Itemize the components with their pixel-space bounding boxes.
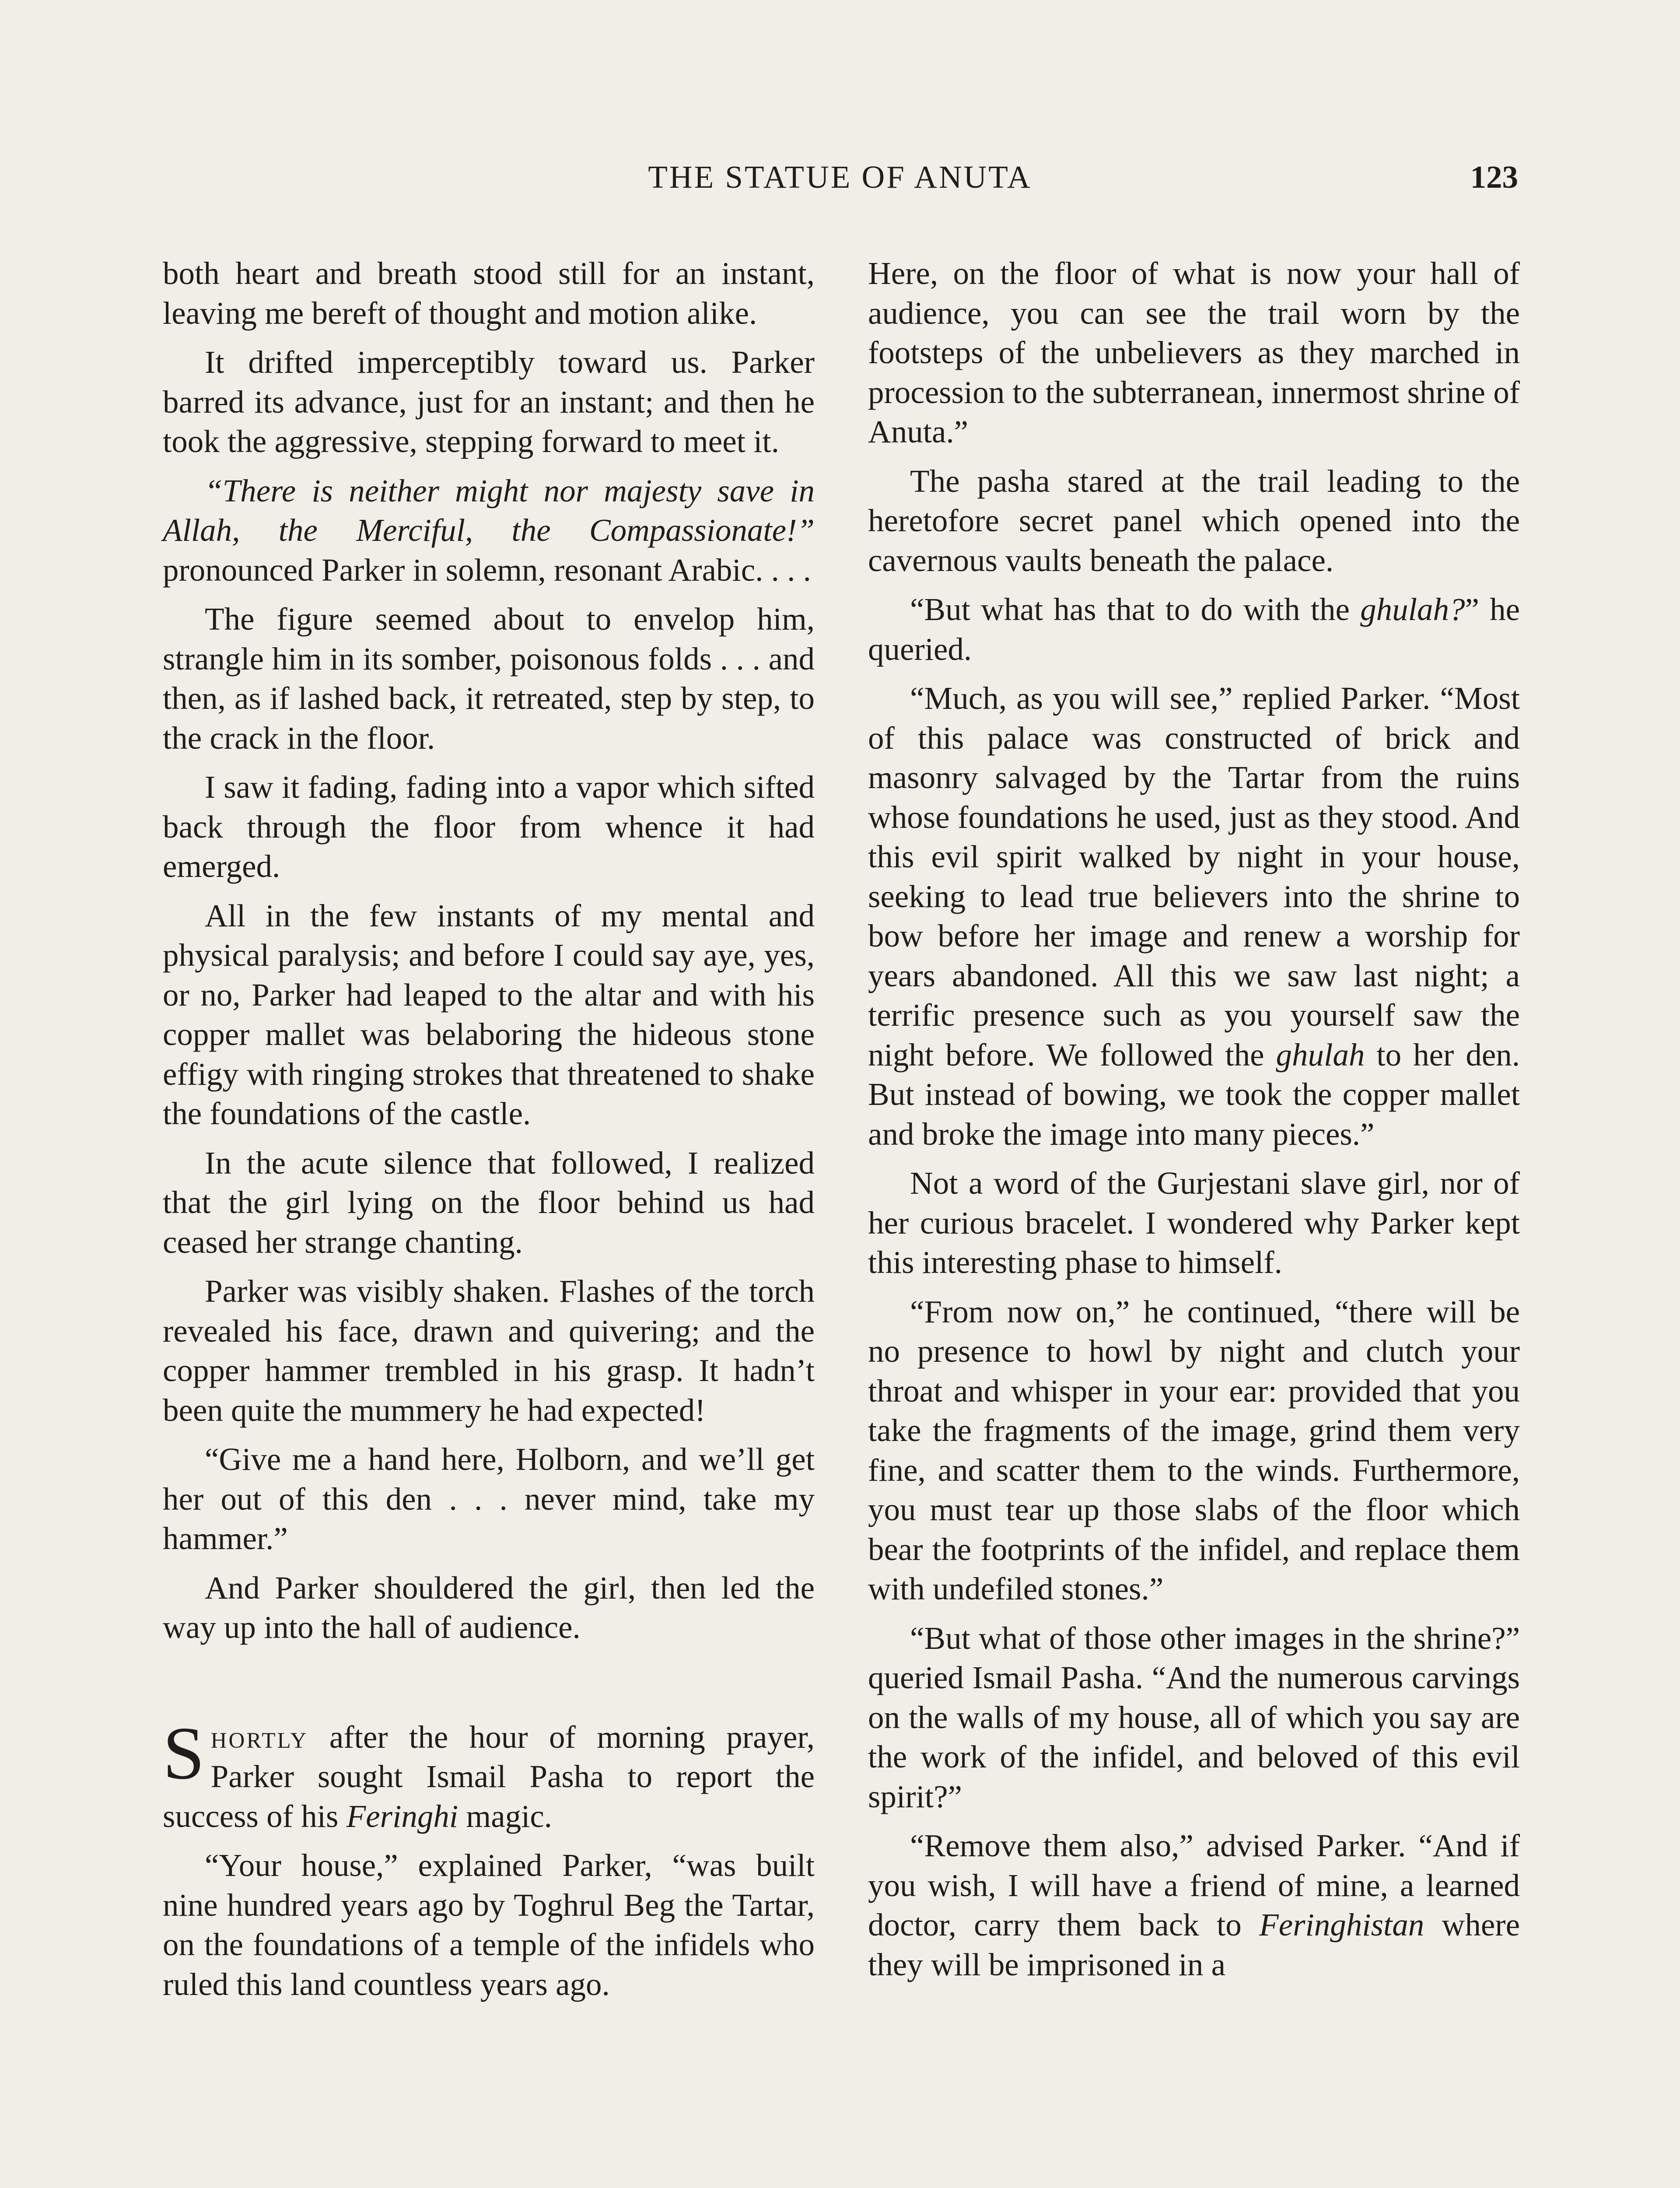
paragraph [868, 1826, 1520, 1985]
paragraph-text: “But what has that to do with the [910, 592, 1361, 627]
italic-text: ghulah? [1360, 592, 1465, 627]
paragraph: Here, on the floor of what is now your hall of audience, you can see the trail worn by the footsteps of the unbelievers as they marched in procession to the subterranean, innermost shrine of Anuta.” [868, 256, 1520, 449]
small-caps-lead: hortly [210, 1719, 308, 1755]
paragraph: I saw it fading, fading into a vapor which sifted back through the floor from whence it had emerged. [163, 769, 815, 884]
paragraph: both heart and breath stood still for an instant, leaving me bereft of thought and motion alike. [163, 256, 815, 331]
paragraph: The pasha stared at the trail leading to the heretofore secret panel which opened into the cavernous vaults beneath the palace. [868, 463, 1520, 578]
running-title: THE STATUE OF ANUTA [648, 159, 1032, 195]
paragraph-text: “Remove them also,” advised Parker. “And if you wish, I will have a friend of mine, a learned doctor, carry them back to [868, 1828, 1520, 1943]
paragraph: All in the few instants of my mental and physical paralysis; and before I could say aye, yes, or no, Parker had leaped to the altar and with his copper mallet was belaboring the hideous stone effigy with ringing strokes that threatened to shake the foundations of the castle. [163, 898, 815, 1131]
italic-text: Feringhi [346, 1798, 458, 1834]
paragraph: And Parker shouldered the girl, then led the way up into the hall of audience. [163, 1570, 815, 1645]
paragraph: “Give me a hand here, Holborn, and we’ll get her out of this den . . . never mind, take my hammer.” [163, 1441, 815, 1556]
paragraph: In the acute silence that followed, I realized that the girl lying on the floor behind us had ceased her strange chanting. [163, 1145, 815, 1260]
paragraph [163, 471, 815, 590]
paragraph: “From now on,” he continued, “there will be no presence to howl by night and clutch your throat and whisper in your ear: provided that you take the fragments of the image, grind them very fine, and scatter them to the winds. Furthermore, you must tear up those slabs of the floor which bear the footprints of the infidel, and replace them with undefiled stones.” [868, 1294, 1520, 1606]
italic-text: Feringhistan [1259, 1907, 1424, 1943]
paragraph [868, 590, 1520, 669]
paragraph-text: after the hour of morning prayer, Parker sought Ismail Pasha to report the success of his [163, 1719, 815, 1834]
page-number: 123 [1470, 159, 1518, 195]
paragraph: Not a word of the Gurjestani slave girl, nor of her curious bracelet. I wondered why Parker kept this interesting phase to himself. [868, 1165, 1520, 1280]
left-column [163, 254, 815, 2014]
paragraph: The figure seemed about to envelop him, strangle him in its somber, poisonous folds . . . and then, as if lashed back, it retreated, step by step, to the crack in the floor. [163, 601, 815, 756]
paragraph: Parker was visibly shaken. Flashes of the torch revealed his face, drawn and quivering; and the copper hammer trembled in his grasp. It hadn’t been quite the mummery he had expected! [163, 1273, 815, 1428]
italic-text: “There is neither might nor majesty save in Allah, the Merciful, the Compassionate!” [163, 473, 815, 548]
running-header [162, 153, 1518, 206]
drop-cap: S [163, 1711, 205, 1795]
paragraph-text: “Much, as you will see,” replied Parker. “Most of this palace was constructed of brick and masonry salvaged by the Tartar from the ruins whose foundations he used, just as they stood. And this evil spirit walked by night in your house, seeking to lead true believers into the shrine to bow before her image and renew a worship for years abandoned. All this we saw last night; a terrific presence such as you yourself saw the night before. We followed the [868, 680, 1520, 1073]
paragraph-text: pronounced Parker in solemn, resonant Arabic. . . . [163, 552, 811, 588]
paragraph: It drifted imperceptibly toward us. Parker barred its advance, just for an instant; and then he took the aggressive, stepping forward to meet it. [163, 344, 815, 459]
paragraph-text: where they will be imprisoned in a [868, 1907, 1520, 1982]
paragraph: “Your house,” explained Parker, “was built nine hundred years ago by Toghrul Beg the Tartar, on the foundations of a temple of the infidels who ruled this land countless years ago. [163, 1848, 815, 2002]
paragraph-text: to her den. But instead of bowing, we took the copper mallet and broke the image into many pieces.” [868, 1037, 1520, 1152]
paragraph [868, 679, 1520, 1154]
paragraph-text: ” he queried. [868, 592, 1520, 667]
italic-text: ghulah [1276, 1037, 1365, 1073]
section-opening-paragraph [163, 1711, 815, 1837]
paragraph: “But what of those other images in the shrine?” queried Ismail Pasha. “And the numerous carvings on the walls of my house, all of which you say are the work of the infidel, and beloved of this evil spirit?” [868, 1620, 1520, 1814]
paragraph-text: magic. [458, 1798, 553, 1834]
right-column [868, 254, 1520, 1994]
